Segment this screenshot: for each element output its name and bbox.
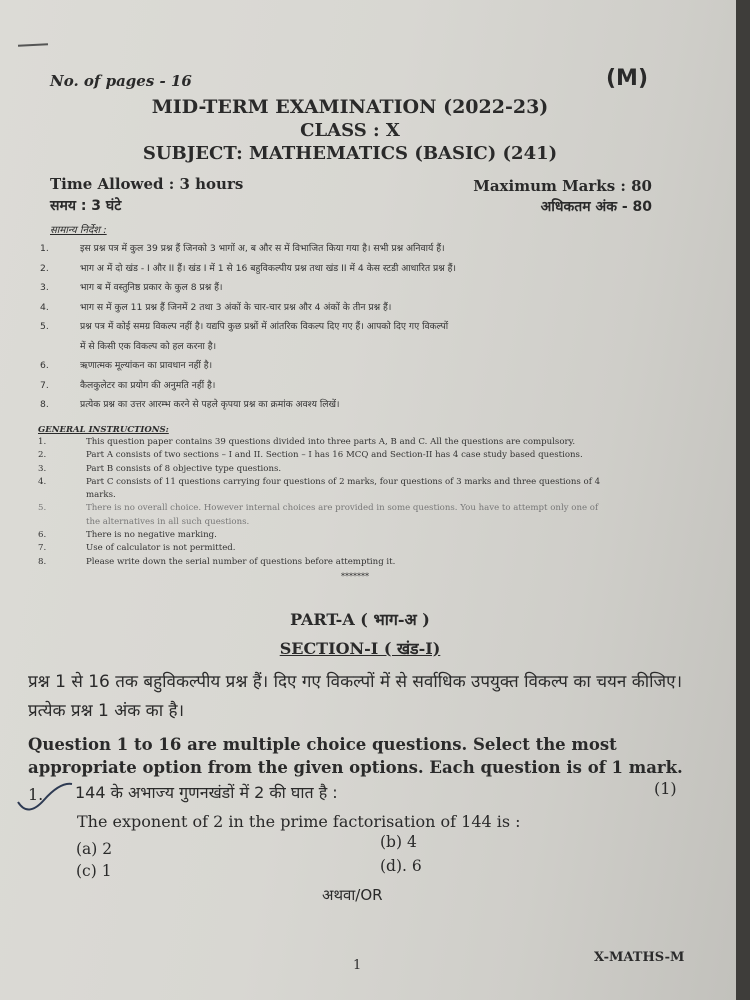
list-item: 6. There is no negative marking.: [38, 530, 217, 541]
question-text-english: The exponent of 2 in the prime factorisation of 144 is :: [77, 812, 521, 831]
class-label: CLASS : X: [300, 120, 400, 141]
list-item: 2. Part A consists of two sections – I and II. Section – I has 16 MCQ and Section-II has 4 case study based questions.: [38, 450, 583, 461]
maximum-marks: Maximum Marks : 80: [473, 177, 652, 195]
option-a: (a) 2: [76, 840, 113, 858]
list-item: 6. ऋणात्मक मूल्यांकन का प्रावधान नहीं है।: [40, 360, 213, 371]
list-item: 8. प्रत्येक प्रश्न का उत्तर आरम्भ करने से पहले कृपया प्रश्न का क्रमांक अवश्य लिखें।: [40, 399, 340, 410]
list-item: 1. This question paper contains 39 questions divided into three parts A, B and C. All the questions are compulsory.: [38, 437, 576, 447]
section-instruction-hindi: प्रश्न 1 से 16 तक बहुविकल्पीय प्रश्न हैं। दिए गए विकल्पों में से सर्वाधिक उपयुक्त विकल्प का चयन कीजिए। प्रत्येक प्रश्न 1 अंक का है।: [28, 672, 683, 721]
list-item: 8. Please write down the serial number of questions before attempting it.: [38, 556, 396, 567]
list-item: the alternatives in all such questions.: [86, 516, 250, 527]
list-item: 1. इस प्रश्न पत्र में कुल 39 प्रश्न हैं जिनको 3 भागों अ, ब और स में विभाजित किया गया है। सभी प्रश्न अनिवार्य हैं।: [40, 243, 445, 254]
exam-title: MID-TERM EXAMINATION (2022-23): [151, 96, 549, 118]
number-of-pages: No. of pages - 16: [50, 72, 192, 90]
page-number: 1: [353, 958, 362, 973]
tick-mark-icon: [14, 778, 74, 818]
footer-code: X-MATHS-M: [594, 950, 685, 965]
question-text-hindi: 144 के अभाज्य गुणनखंडों में 2 की घात है :: [75, 783, 338, 802]
hindi-instructions-heading: सामान्य निर्देश :: [50, 225, 107, 236]
pen-stroke: [18, 43, 48, 47]
question-number: 1.: [28, 785, 44, 804]
time-allowed: Time Allowed : 3 hours: [50, 175, 244, 193]
list-item: में से किसी एक विकल्प को हल करना है।: [80, 340, 217, 352]
list-item: 5. प्रश्न पत्र में कोई समग्र विकल्प नहीं है। यद्यपि कुछ प्रश्नों में आंतरिक विकल्प दिए गए हैं। आपको दिए गए विकल्पों: [40, 321, 449, 332]
list-item: 2. भाग अ में दो खंड - I और II हैं। खंड I में 1 से 16 बहुविकल्पीय प्रश्न तथा खंड II में 4 केस स्टडी आधारित प्रश्न हैं।: [40, 262, 456, 274]
list-item: 5. There is no overall choice. However internal choices are provided in some questions. You have to attempt only one of: [38, 503, 599, 514]
list-item: 4. भाग स में कुल 11 प्रश्न हैं जिनमें 2 तथा 3 अंकों के चार-चार प्रश्न और 4 अंकों के तीन प्रश्न हैं।: [40, 301, 392, 313]
section-title: SECTION-I ( खंड-I): [279, 639, 441, 658]
section-instruction-english: Question 1 to 16 are multiple choice questions. Select the most appropriate option from the given options. Each question is of 1 mark.: [28, 735, 683, 777]
hindi-instructions-list: [40, 239, 680, 415]
list-item: 3. Part B consists of 8 objective type questions.: [38, 463, 282, 474]
option-b: (b) 4: [380, 833, 417, 851]
list-item: marks.: [86, 490, 116, 501]
background-edge: [736, 0, 750, 1000]
separator: *******: [341, 572, 369, 581]
part-a-title: PART-A ( भाग-अ ): [290, 610, 430, 629]
general-instructions-list: [38, 436, 678, 569]
subject-label: SUBJECT: MATHEMATICS (BASIC) (241): [142, 143, 558, 164]
option-c: (c) 1: [76, 862, 112, 880]
paper-code: (M): [606, 66, 649, 91]
time-allowed-hindi: समय : 3 घंटे: [50, 198, 122, 214]
option-d: (d). 6: [380, 857, 422, 875]
general-instructions-heading: GENERAL INSTRUCTIONS:: [38, 425, 169, 435]
list-item: 3. भाग ब में वस्तुनिष्ठ प्रकार के कुल 8 प्रश्न हैं।: [40, 282, 223, 293]
question-marks: (1): [654, 779, 677, 798]
list-item: 7. Use of calculator is not permitted.: [38, 543, 236, 554]
list-item: 4. Part C consists of 11 questions carrying four questions of 2 marks, four questions of 3 marks and three questions of 4: [38, 476, 601, 487]
or-label: अथवा/OR: [322, 886, 383, 904]
maximum-marks-hindi: अधिकतम अंक - 80: [540, 199, 652, 215]
list-item: 7. कैलकुलेटर का प्रयोग की अनुमति नहीं है।: [40, 379, 216, 391]
